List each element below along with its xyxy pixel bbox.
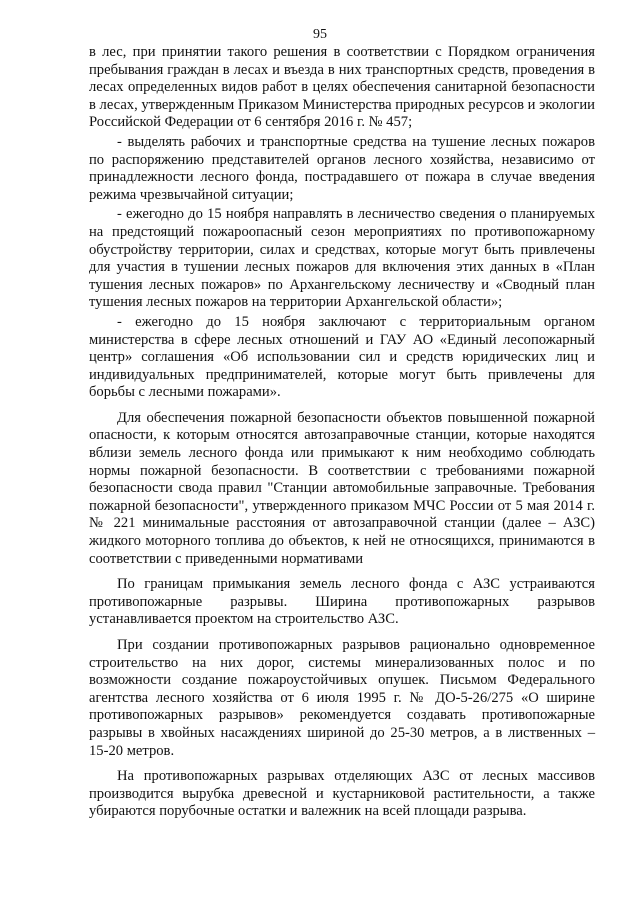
paragraph-firebreak-creation: При создании противопожарных разрывов рационально одновременное строительство на них дорог, системы минерализованных полос и по возможности создание пожароустойчивых опушек. Письмом Федерального агентства лесного хозяйства от 6 июля 1995 г. № ДО-5-26/275 «О ширине противопожарных разрывов» рекомендуется создавать противопожарные разрывы в хвойных насаждениях шириной до 25-30 метров, а в лиственных – 15-20 метров.: [89, 637, 595, 759]
list-item-conclude-agreements: - ежегодно до 15 ноября заключают с территориальным органом министерства в сфере лесных отношений и ГАУ АО «Единый лесопожарный центр» соглашения «Об использовании сил и средств юридических лиц и индивидуальных предпринимателей, которые могут быть привлечены для борьбы с лесными пожарами».: [89, 313, 595, 401]
page-number: 95: [313, 27, 327, 42]
list-item-allocate-workers: - выделять рабочих и транспортные средства на тушение лесных пожаров по распоряжению представителей органов лесного хозяйства, независимо от принадлежности лесного фонда, пострадавшего от пожара в случае введения режима чрезвычайной ситуации;: [89, 133, 595, 203]
document-body: [89, 44, 595, 823]
paragraph-fire-safety: Для обеспечения пожарной безопасности объектов повышенной пожарной опасности, к которым относятся автозаправочные станции, которые находятся вблизи земель лесного фонда или примыкают к ним необходимо соблюдать нормы пожарной безопасности. В соответствии с требованиями пожарной безопасности свода правил "Станции автомобильные заправочные. Требования пожарной безопасности", утвержденного приказом МЧС России от 5 мая 2014 г. № 221 минимальные расстояния от автозаправочной станции (далее – АЗС) жидкого моторного топлива до объектов, к ней не относящихся, принимаются в соответствии с приведенными нормативами: [89, 409, 595, 567]
paragraph-clearing: На противопожарных разрывах отделяющих АЗС от лесных массивов производится вырубка древесной и кустарниковой растительности, а также убираются порубочные остатки и валежник на всей площади разрыва.: [89, 768, 595, 820]
list-item-send-information: - ежегодно до 15 ноября направлять в лесничество сведения о планируемых на предстоящий пожароопасный сезон мероприятиях по противопожарному обустройству территории, силах и средствах, которые могут быть привлечены для участия в тушении лесных пожаров для включения этих данных в «План тушения лесных пожаров» по Архангельскому лесничеству и «Сводный план тушения лесных пожаров на территории Архангельской области»;: [89, 206, 595, 311]
paragraph-continuation: в лес, при принятии такого решения в соответствии с Порядком ограничения пребывания граждан в лесах и въезда в них транспортных средств, проведения в лесах определенных видов работ в целях обеспечения санитарной безопасности в лесах, утвержденным Приказом Министерства природных ресурсов и экологии Российской Федерации от 6 сентября 2016 г. № 457;: [89, 44, 595, 131]
paragraph-firebreaks: По границам примыкания земель лесного фонда с АЗС устраиваются противопожарные разрывы. Ширина противопожарных разрывов устанавливается проектом на строительство АЗС.: [89, 576, 595, 628]
